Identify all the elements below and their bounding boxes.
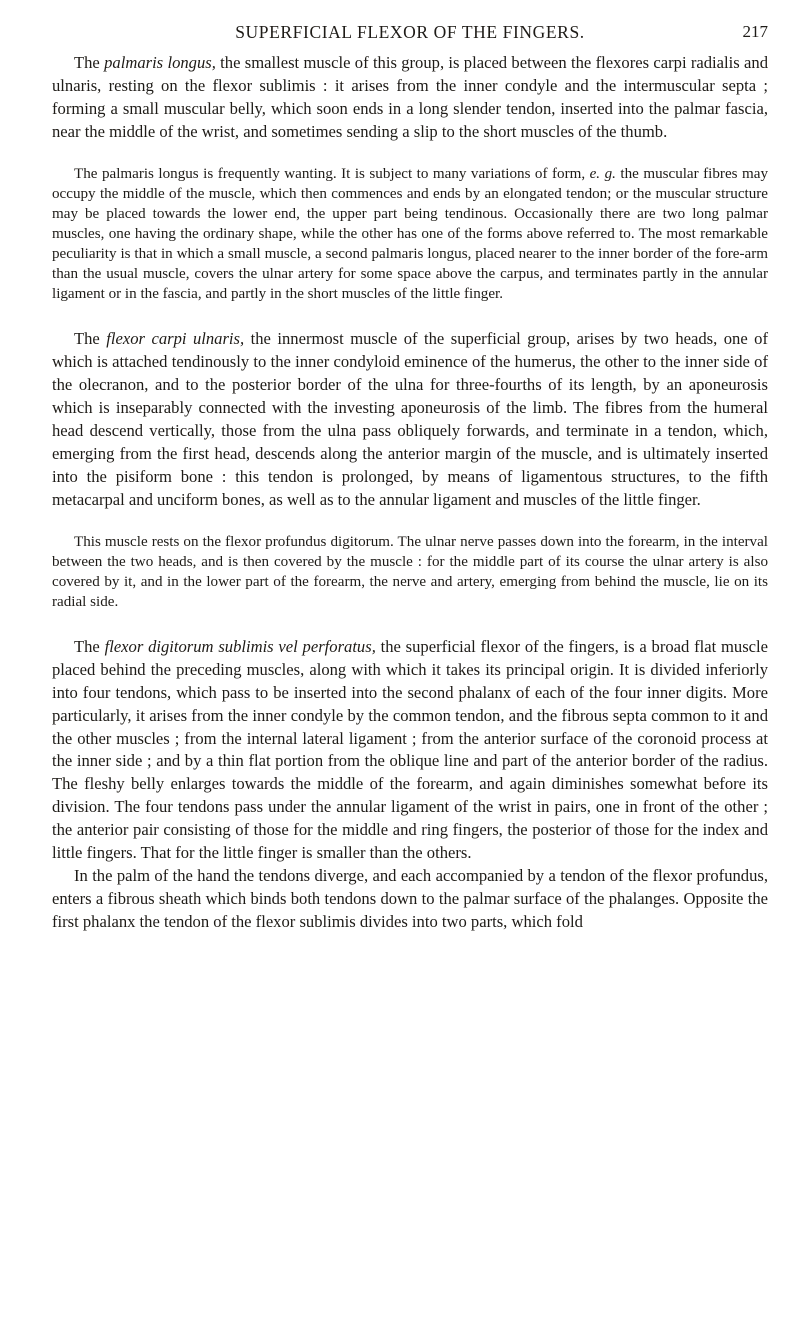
- note-text: the muscular fibres may occupy the middle of the muscle, which then commences and ends by an elongated tendon; or the muscular structure may be placed towards the lower end, the upper part being tendinous. Occasionally there are two long palmar muscles, one having the ordinary shape, while the other has one of the forms above referred to. The most remarkable peculiarity is that in which a small muscle, a second palmaris longus, placed nearer to the inner border of the fore-arm than the usual muscle, covers the ulnar artery for some space above the carpus, and terminates partly in the annular ligament or in the fascia, and partly in the short muscles of the little finger.: [52, 165, 768, 303]
- note-palmaris-variations: [52, 164, 768, 305]
- paragraph-flexor-carpi-ulnaris: [52, 328, 768, 511]
- page-header: [52, 0, 768, 52]
- paragraph-palm-tendons: [52, 865, 768, 934]
- book-page: [52, 0, 768, 1325]
- paragraph-text: In the palm of the hand the tendons diverge, and each accompanied by a tendon of the flexor profundus, enters a fibrous sheath which binds both tendons down to the palmar surface of the phalanges. Opposite the first phalanx the tendon of the flexor sublimis divides into two parts, which fold: [52, 865, 768, 931]
- paragraph-lead: The: [74, 53, 105, 72]
- running-head: SUPERFICIAL FLEXOR OF THE FINGERS.: [235, 22, 585, 42]
- paragraph-lead: The: [74, 329, 107, 349]
- paragraph-flexor-sublimis: [52, 636, 768, 865]
- paragraph-text: the smallest muscle of this group, is placed between the flexores carpi radialis and ulnaris, resting on the flexor sublimis : it arises from the inner condyle and the intermuscular septa ; forming a small muscular belly, which soon ends in a long slender tendon, inserted into the palmar fascia, near the middle of the wrist, and sometimes sending a slip to the short muscles of the thumb.: [52, 53, 768, 141]
- paragraph-lead: The: [74, 636, 105, 656]
- page-number: 217: [742, 22, 768, 41]
- paragraph-text: the innermost muscle of the superficial group, arises by two heads, one of which is attached tendinously to the inner condyloid eminence of the humerus, the other to the inner side of the olecranon, and to the posterior border of the ulna for three-fourths of its length, by an aponeurosis which is inseparably connected with the investing aponeurosis of the limb. The fibres from the humeral head descend vertically, those from the ulna pass obliquely forwards, and terminate in a tendon, which, emerging from the first head, descends along the anterior margin of the muscle, and is ultimately inserted into the pisiform bone : this tendon is prolonged, by means of ligamentous structures, to the fifth metacarpal and unciform bones, as well as to the annular ligament and muscles of the little finger.: [52, 329, 768, 509]
- note-text: This muscle rests on the flexor profundus digitorum. The ulnar nerve passes down into the forearm, in the interval between the two heads, and is then covered by the muscle : for the middle part of its course the ulnar artery is also covered by it, and in the lower part of the forearm, the nerve and artery, emerging from behind the muscle, lie on its radial side.: [52, 533, 768, 610]
- muscle-term: palmaris longus,: [104, 53, 216, 72]
- note-abbreviation: e. g.: [589, 165, 616, 182]
- note-ulnaris-relations: [52, 532, 768, 612]
- muscle-term: flexor carpi ulnaris,: [106, 329, 245, 349]
- paragraph-text: the superficial flexor of the fingers, is a broad flat muscle placed behind the preceding muscles, along with which it takes its principal origin. It is divided inferiorly into four tendons, which pass to be inserted into the second phalanx of each of the four inner digits. More particularly, it arises from the inner condyle by the common tendon, and the fibrous septa common to it and the other muscles ; from the internal lateral ligament ; from the anterior surface of the coronoid process at the inner side ; and by a thin flat portion from the oblique line and part of the anterior border of the radius. The fleshy belly enlarges towards the middle of the forearm, and again diminishes somewhat before its division. The four tendons pass under the annular ligament of the wrist in pairs, one in front of the other ; the anterior pair consisting of those for the middle and ring fingers, the posterior of those for the index and little fingers. That for the little finger is smaller than the others.: [52, 636, 768, 863]
- note-text: The palmaris longus is frequently wanting. It is subject to many variations of form,: [74, 165, 590, 182]
- paragraph-palmaris-longus: [52, 52, 768, 144]
- muscle-term: flexor digitorum sublimis vel perforatus,: [104, 636, 376, 656]
